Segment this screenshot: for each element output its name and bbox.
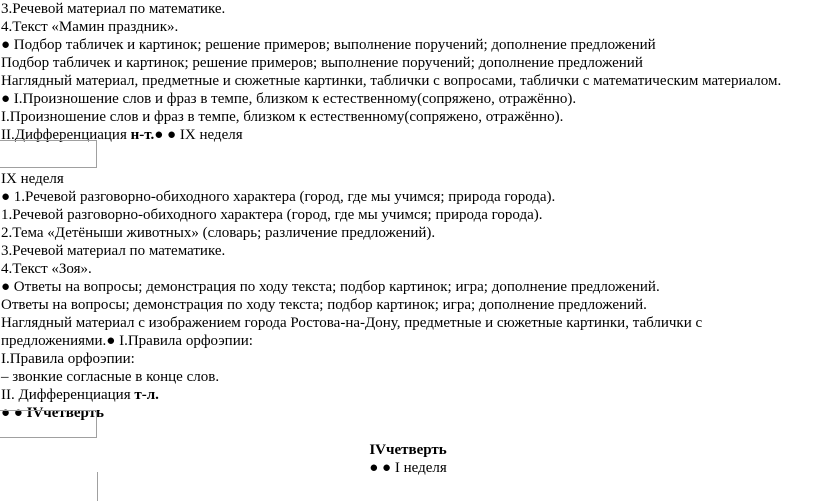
text-line: ● I.Произношение слов и фраз в темпе, близком к естественному(сопряжено, отражённо). xyxy=(1,91,577,107)
text-line: IX неделя xyxy=(1,171,64,187)
text-line xyxy=(1,386,159,404)
text-line: I.Правила орфоэпии: xyxy=(1,351,135,367)
table-cell-box xyxy=(0,140,97,168)
text-span: II. Дифференциация xyxy=(1,387,135,403)
text-line: I.Произношение слов и фраз в темпе, близком к естественному(сопряжено, отражённо). xyxy=(1,109,564,125)
text-span: предложениями. xyxy=(1,333,107,349)
text-span-bold: т-л. xyxy=(134,387,159,403)
text-span: II.Дифференциация xyxy=(1,127,131,143)
text-span-bold: н-т. xyxy=(130,127,155,143)
text-line: Наглядный материал с изображением города Ростова-на-Дону, предметные и сюжетные картинки, таблички с xyxy=(1,315,703,331)
text-line: 3.Речевой материал по математике. xyxy=(1,243,226,259)
table-border xyxy=(97,472,98,501)
text-line: 2.Тема «Детёныши животных» (словарь; различение предложений). xyxy=(1,225,436,241)
text-line: ● Подбор табличек и картинок; решение примеров; выполнение поручений; дополнение предложений xyxy=(1,37,656,53)
text-line: 4.Текст «Мамин праздник». xyxy=(1,19,179,35)
text-line: ● 1.Речевой разговорно-обиходного характера (город, где мы учимся; природа города). xyxy=(1,189,556,205)
text-line: Наглядный материал, предметные и сюжетные картинки, таблички с вопросами, таблички с математическим материалом. xyxy=(1,73,782,89)
quarter-heading: IVчетверть xyxy=(369,442,447,458)
text-line: ● Ответы на вопросы; демонстрация по ходу текста; подбор картинок; игра; дополнение предложений. xyxy=(1,279,660,295)
text-line: 4.Текст «Зоя». xyxy=(1,261,92,277)
text-span: ● ● IX неделя xyxy=(154,127,243,143)
table-cell-box xyxy=(0,410,97,438)
text-span: ● I.Правила орфоэпии: xyxy=(106,333,253,349)
text-line: – звонкие согласные в конце слов. xyxy=(1,369,220,385)
text-line: 1.Речевой разговорно-обиходного характера (город, где мы учимся; природа города). xyxy=(1,207,543,223)
text-line: 3.Речевой материал по математике. xyxy=(1,1,226,17)
text-line: Подбор табличек и картинок; решение примеров; выполнение поручений; дополнение предложений xyxy=(1,55,643,71)
text-line-bold: ● ● IVчетверть xyxy=(1,405,104,421)
text-line: Ответы на вопросы; демонстрация по ходу текста; подбор картинок; игра; дополнение предложений. xyxy=(1,297,647,313)
text-line xyxy=(1,332,253,350)
week-heading: ● ● I неделя xyxy=(369,460,447,476)
